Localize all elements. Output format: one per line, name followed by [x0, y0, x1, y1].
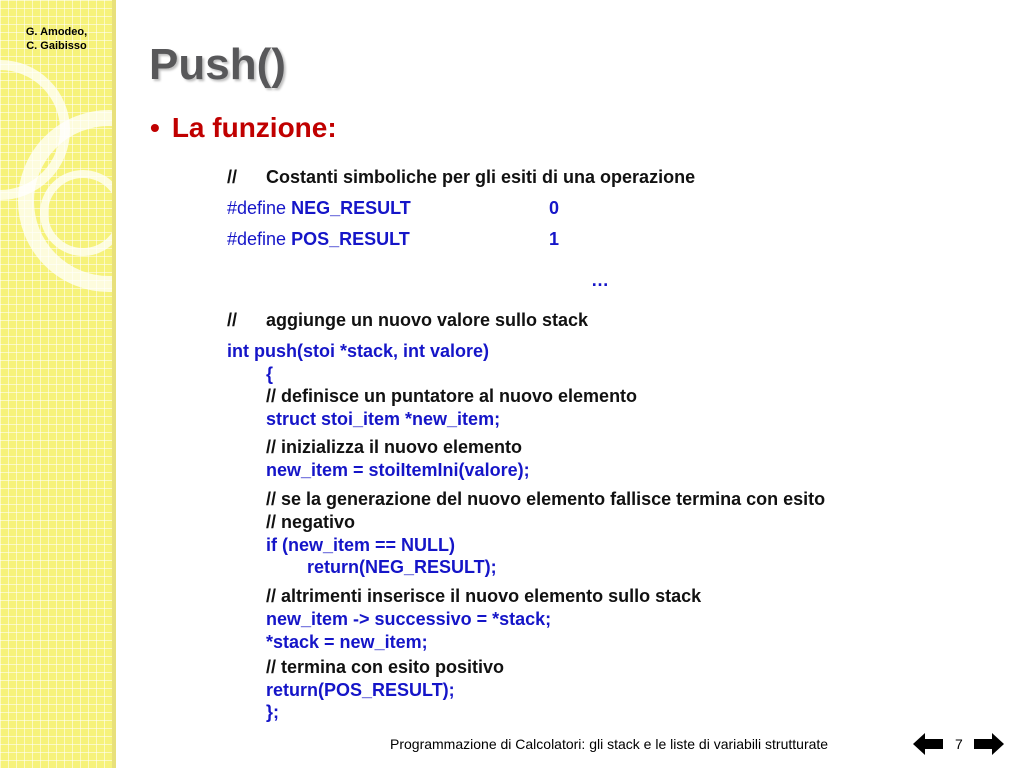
code-comment: // inizializza il nuovo elemento: [266, 437, 523, 457]
bullet-dot-icon: •: [150, 112, 160, 143]
code-statement: struct stoi_item *new_item;: [266, 409, 501, 429]
code-signature: int push(stoi *stack, int valore): [227, 341, 490, 361]
code-comment: // aggiunge un nuovo valore sullo stack: [227, 310, 589, 330]
code-comment: // negativo: [266, 512, 356, 532]
code-define: #define POS_RESULT 1: [227, 229, 560, 249]
author-line: C. Gaibisso: [26, 40, 87, 52]
bullet-point: [150, 112, 337, 144]
authors: [0, 25, 113, 53]
code-statement: *stack = new_item;: [266, 632, 428, 652]
sidebar-divider: [112, 0, 116, 768]
code-brace: };: [266, 702, 279, 722]
code-brace: {: [266, 364, 274, 384]
prev-slide-button[interactable]: [913, 733, 943, 760]
page-number: 7: [955, 736, 963, 752]
arrow-right-icon: [974, 733, 1004, 755]
code-comment: // se la generazione del nuovo elemento fallisce termina con esito: [266, 489, 826, 509]
bullet-text: La funzione:: [171, 112, 337, 143]
code-comment: // definisce un puntatore al nuovo elemento: [266, 386, 638, 406]
slide-title: Push(): [149, 40, 286, 89]
next-slide-button[interactable]: [974, 733, 1004, 760]
arrow-left-icon: [913, 733, 943, 755]
author-line: G. Amodeo,: [25, 26, 88, 38]
code-define: #define NEG_RESULT 0: [227, 198, 560, 218]
code-statement: new_item -> successivo = *stack;: [266, 609, 552, 629]
code-ellipsis: …: [591, 270, 609, 290]
code-comment: // altrimenti inserisce il nuovo elemento sullo stack: [266, 586, 702, 606]
code-comment: // Costanti simboliche per gli esiti di una operazione: [227, 167, 696, 187]
code-statement: new_item = stoiItemIni(valore);: [266, 460, 530, 480]
footer-text: Programmazione di Calcolatori: gli stack e le liste di variabili strutturate: [390, 736, 829, 752]
code-statement: if (new_item == NULL): [266, 535, 456, 555]
code-statement: return(NEG_RESULT);: [307, 557, 497, 577]
decorative-sidebar: [0, 0, 113, 768]
code-statement: return(POS_RESULT);: [266, 680, 455, 700]
code-comment: // termina con esito positivo: [266, 657, 505, 677]
